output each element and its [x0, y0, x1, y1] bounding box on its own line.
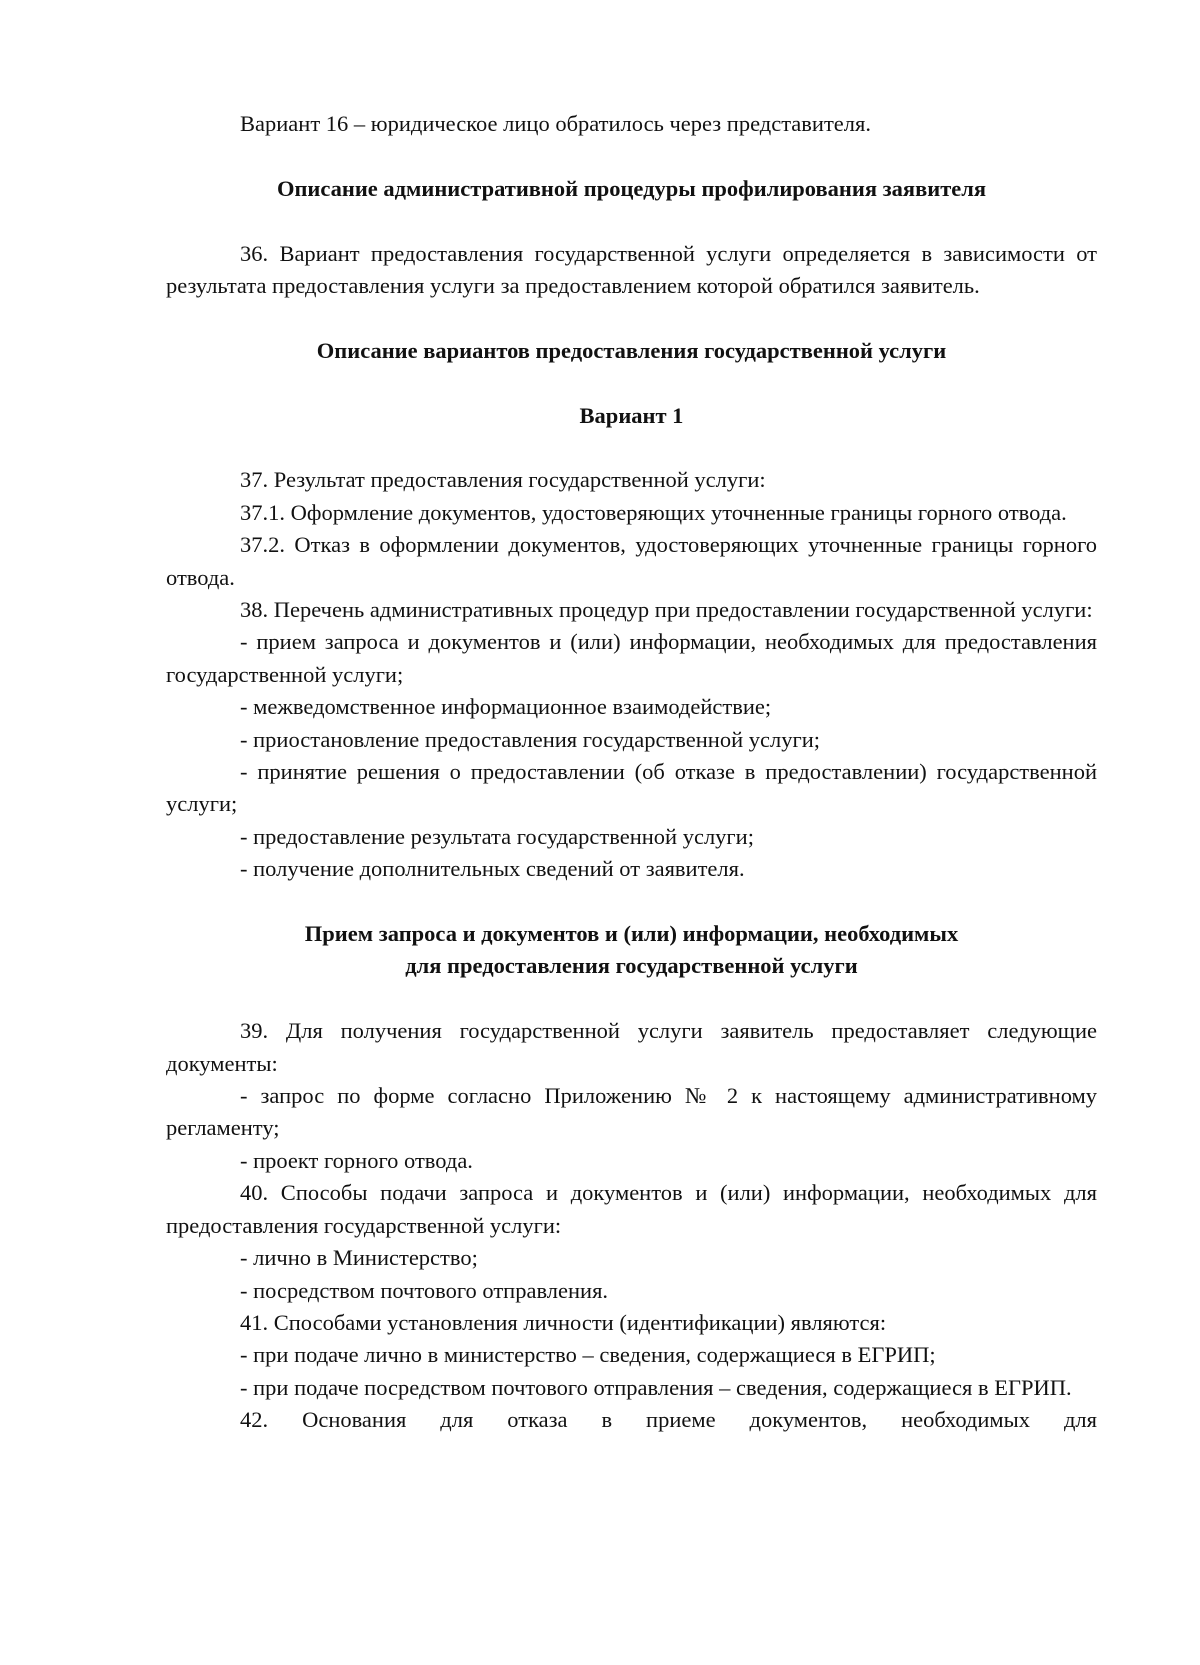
intro-paragraph: Вариант 16 – юридическое лицо обратилось через представителя.: [240, 111, 871, 136]
spacer: [166, 367, 1097, 399]
heading-reception: [166, 918, 1097, 983]
list-item: - при подаче посредством почтового отправления – сведения, содержащиеся в ЕГРИП.: [240, 1374, 1072, 1400]
list-item: - принятие решения о предоставлении (об отказе в предоставлении) государственной услуги;: [166, 759, 1097, 817]
heading-variants: Описание вариантов предоставления государственной услуги: [316, 337, 947, 363]
list-item: - приостановление предоставления государственной услуги;: [240, 726, 821, 752]
list-item: - запрос по форме согласно Приложению № 2 к настоящему административному регламенту;: [166, 1083, 1097, 1141]
paragraph-36: 36. Вариант предоставления государственной услуги определяется в зависимости от результата предоставления услуги за предоставлением которой обратился заявитель.: [166, 240, 1097, 298]
spacer: [166, 302, 1097, 334]
paragraph-37-2: 37.2. Отказ в оформлении документов, удостоверяющих уточненные границы горного отвода.: [166, 532, 1097, 590]
spacer: [166, 140, 1097, 172]
paragraph-39: 39. Для получения государственной услуги заявитель предоставляет следующие документы:: [166, 1018, 1097, 1076]
heading-profiling: Описание административной процедуры профилирования заявителя: [276, 175, 987, 201]
paragraph-37-1: 37.1. Оформление документов, удостоверяющих уточненные границы горного отвода.: [240, 499, 1067, 525]
document-body: [166, 108, 1097, 1437]
paragraph-41: 41. Способами установления личности (идентификации) являются:: [240, 1309, 887, 1335]
spacer: [166, 205, 1097, 237]
list-item: - прием запроса и документов и (или) информации, необходимых для предоставления государственной услуги;: [166, 629, 1097, 687]
heading-reception-line-2: для предоставления государственной услуги: [405, 953, 858, 979]
paragraph-42: 42. Основания для отказа в приеме документов, необходимых для: [240, 1407, 1097, 1433]
list-item: - межведомственное информационное взаимодействие;: [240, 694, 772, 720]
spacer: [166, 983, 1097, 1015]
list-item: - при подаче лично в министерство – сведения, содержащиеся в ЕГРИП;: [240, 1342, 936, 1368]
paragraph-37: 37. Результат предоставления государственной услуги:: [240, 467, 766, 493]
list-item: - проект горного отвода.: [240, 1147, 473, 1173]
spacer: [166, 886, 1097, 918]
heading-reception-line-1: Прием запроса и документов и (или) информации, необходимых: [304, 921, 959, 947]
spacer: [166, 432, 1097, 464]
list-item: - предоставление результата государственной услуги;: [240, 823, 754, 849]
heading-variant-1: Вариант 1: [579, 402, 684, 428]
paragraph-38: 38. Перечень административных процедур при предоставлении государственной услуги:: [240, 597, 1093, 623]
list-item: - лично в Министерство;: [240, 1245, 478, 1271]
paragraph-40: 40. Способы подачи запроса и документов и (или) информации, необходимых для предоставления государственной услуги:: [166, 1180, 1097, 1238]
list-item: - посредством почтового отправления.: [240, 1277, 609, 1303]
list-item: - получение дополнительных сведений от заявителя.: [240, 856, 745, 882]
